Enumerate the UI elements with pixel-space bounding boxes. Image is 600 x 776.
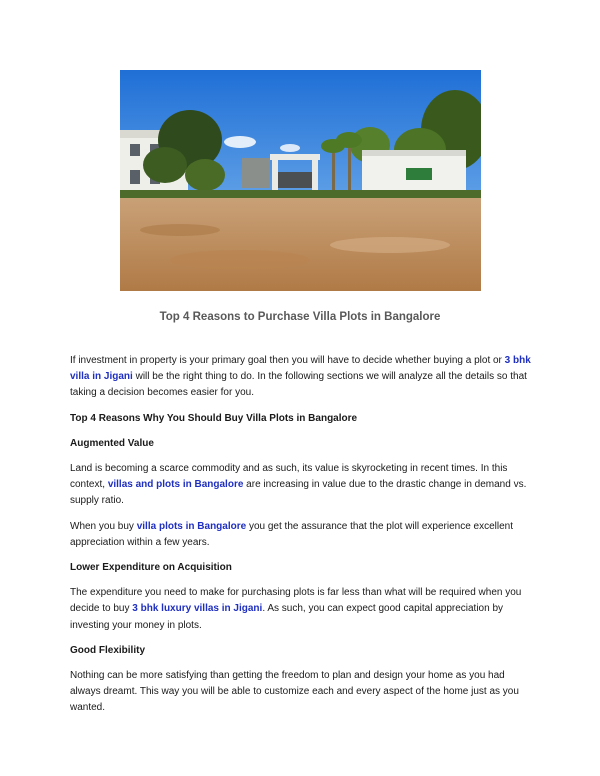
good-flexibility-paragraph: Nothing can be more satisfying than getting the freedom to plan and design your home as you had always dreamt. This way you will be able to customize each and every aspect of the home just as you wanted. bbox=[70, 670, 519, 714]
augmented-value-paragraph-1 bbox=[70, 461, 532, 510]
section-heading: Top 4 Reasons Why You Should Buy Villa Plots in Bangalore bbox=[70, 412, 358, 424]
augmented-text-2-end: you get the assurance that the plot will experience excellent appreciation within a few years. bbox=[70, 520, 514, 548]
heading-lower-expenditure: Lower Expenditure on Acquisition bbox=[70, 562, 232, 574]
augmented-text-2: When you buy bbox=[70, 520, 137, 532]
villa-entrance-photo bbox=[120, 70, 481, 291]
document-body bbox=[70, 353, 532, 726]
document-title: Top 4 Reasons to Purchase Villa Plots in Bangalore bbox=[159, 311, 441, 323]
heading-good-flexibility: Good Flexibility bbox=[70, 644, 146, 656]
heading-augmented-value: Augmented Value bbox=[70, 437, 154, 449]
intro-paragraph bbox=[70, 353, 532, 402]
augmented-text-1: Land is becoming a scarce commodity and as such, its value is skyrocketing in recent times. In this context, bbox=[70, 463, 508, 491]
link-villa-plots-bangalore[interactable]: villa plots in Bangalore bbox=[136, 520, 247, 532]
expenditure-text: The expenditure you need to make for purchasing plots is far less than what will be required when you decide to buy bbox=[70, 587, 522, 615]
augmented-text-1-end: are increasing in value due to the drastic change in demand vs. supply ratio. bbox=[70, 479, 527, 507]
augmented-value-paragraph-2 bbox=[70, 519, 532, 551]
expenditure-text-end: . As such, you can expect good capital appreciation by investing your money in plots. bbox=[70, 603, 504, 631]
intro-text-end: will be the right thing to do. In the following sections we will analyze all the details so that taking a decision becomes easier for you. bbox=[70, 371, 527, 399]
link-3bhk-villa-jigani[interactable]: 3 bhk villa in Jigani bbox=[70, 355, 531, 383]
link-3bhk-luxury-villas[interactable]: 3 bhk luxury villas in Jigani bbox=[132, 603, 263, 615]
lower-expenditure-paragraph bbox=[70, 585, 532, 634]
link-villas-and-plots[interactable]: villas and plots in Bangalore bbox=[107, 479, 244, 491]
intro-text: If investment in property is your primary goal then you will have to decide whether buying a plot or bbox=[70, 355, 505, 366]
